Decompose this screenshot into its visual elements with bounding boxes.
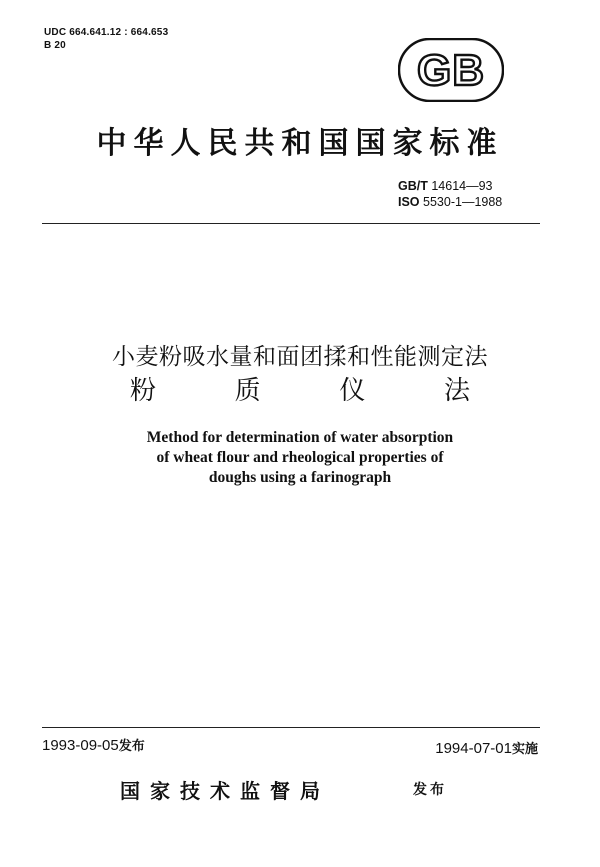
english-title [0,428,600,488]
gb-code: GB/T 14614—93 [398,179,493,193]
standard-codes [398,178,502,210]
issue-date: 1993-09-05发布 [42,737,145,754]
bottom-divider [42,727,540,728]
english-title-line: of wheat flour and rheological properties of [156,449,444,466]
udc-code: UDC 664.641.12 : 664.653 [44,27,169,38]
subtitle-char: 质 [234,376,261,406]
english-title-line: Method for determination of water absorption [146,429,454,446]
publisher: 国家技术监督局 [120,779,330,803]
top-divider [42,223,540,224]
english-title-line: doughs using a farinograph [208,469,392,486]
gb-logo [398,38,504,102]
chinese-title: 小麦粉吸水量和面团揉和性能测定法 [112,344,488,370]
iso-code: ISO 5530-1—1988 [398,195,503,209]
chinese-subtitle [130,370,470,407]
publish-label: 发布 [413,782,447,798]
subtitle-char: 法 [443,376,470,406]
subtitle-char: 仪 [339,376,366,406]
classification-code: B 20 [44,40,66,51]
subtitle-char: 粉 [130,376,157,406]
effective-date: 1994-07-01实施 [435,740,538,757]
gb-logo-text: GB [417,46,485,95]
national-standard-title: 中华人民共和国国家标准 [96,126,504,161]
